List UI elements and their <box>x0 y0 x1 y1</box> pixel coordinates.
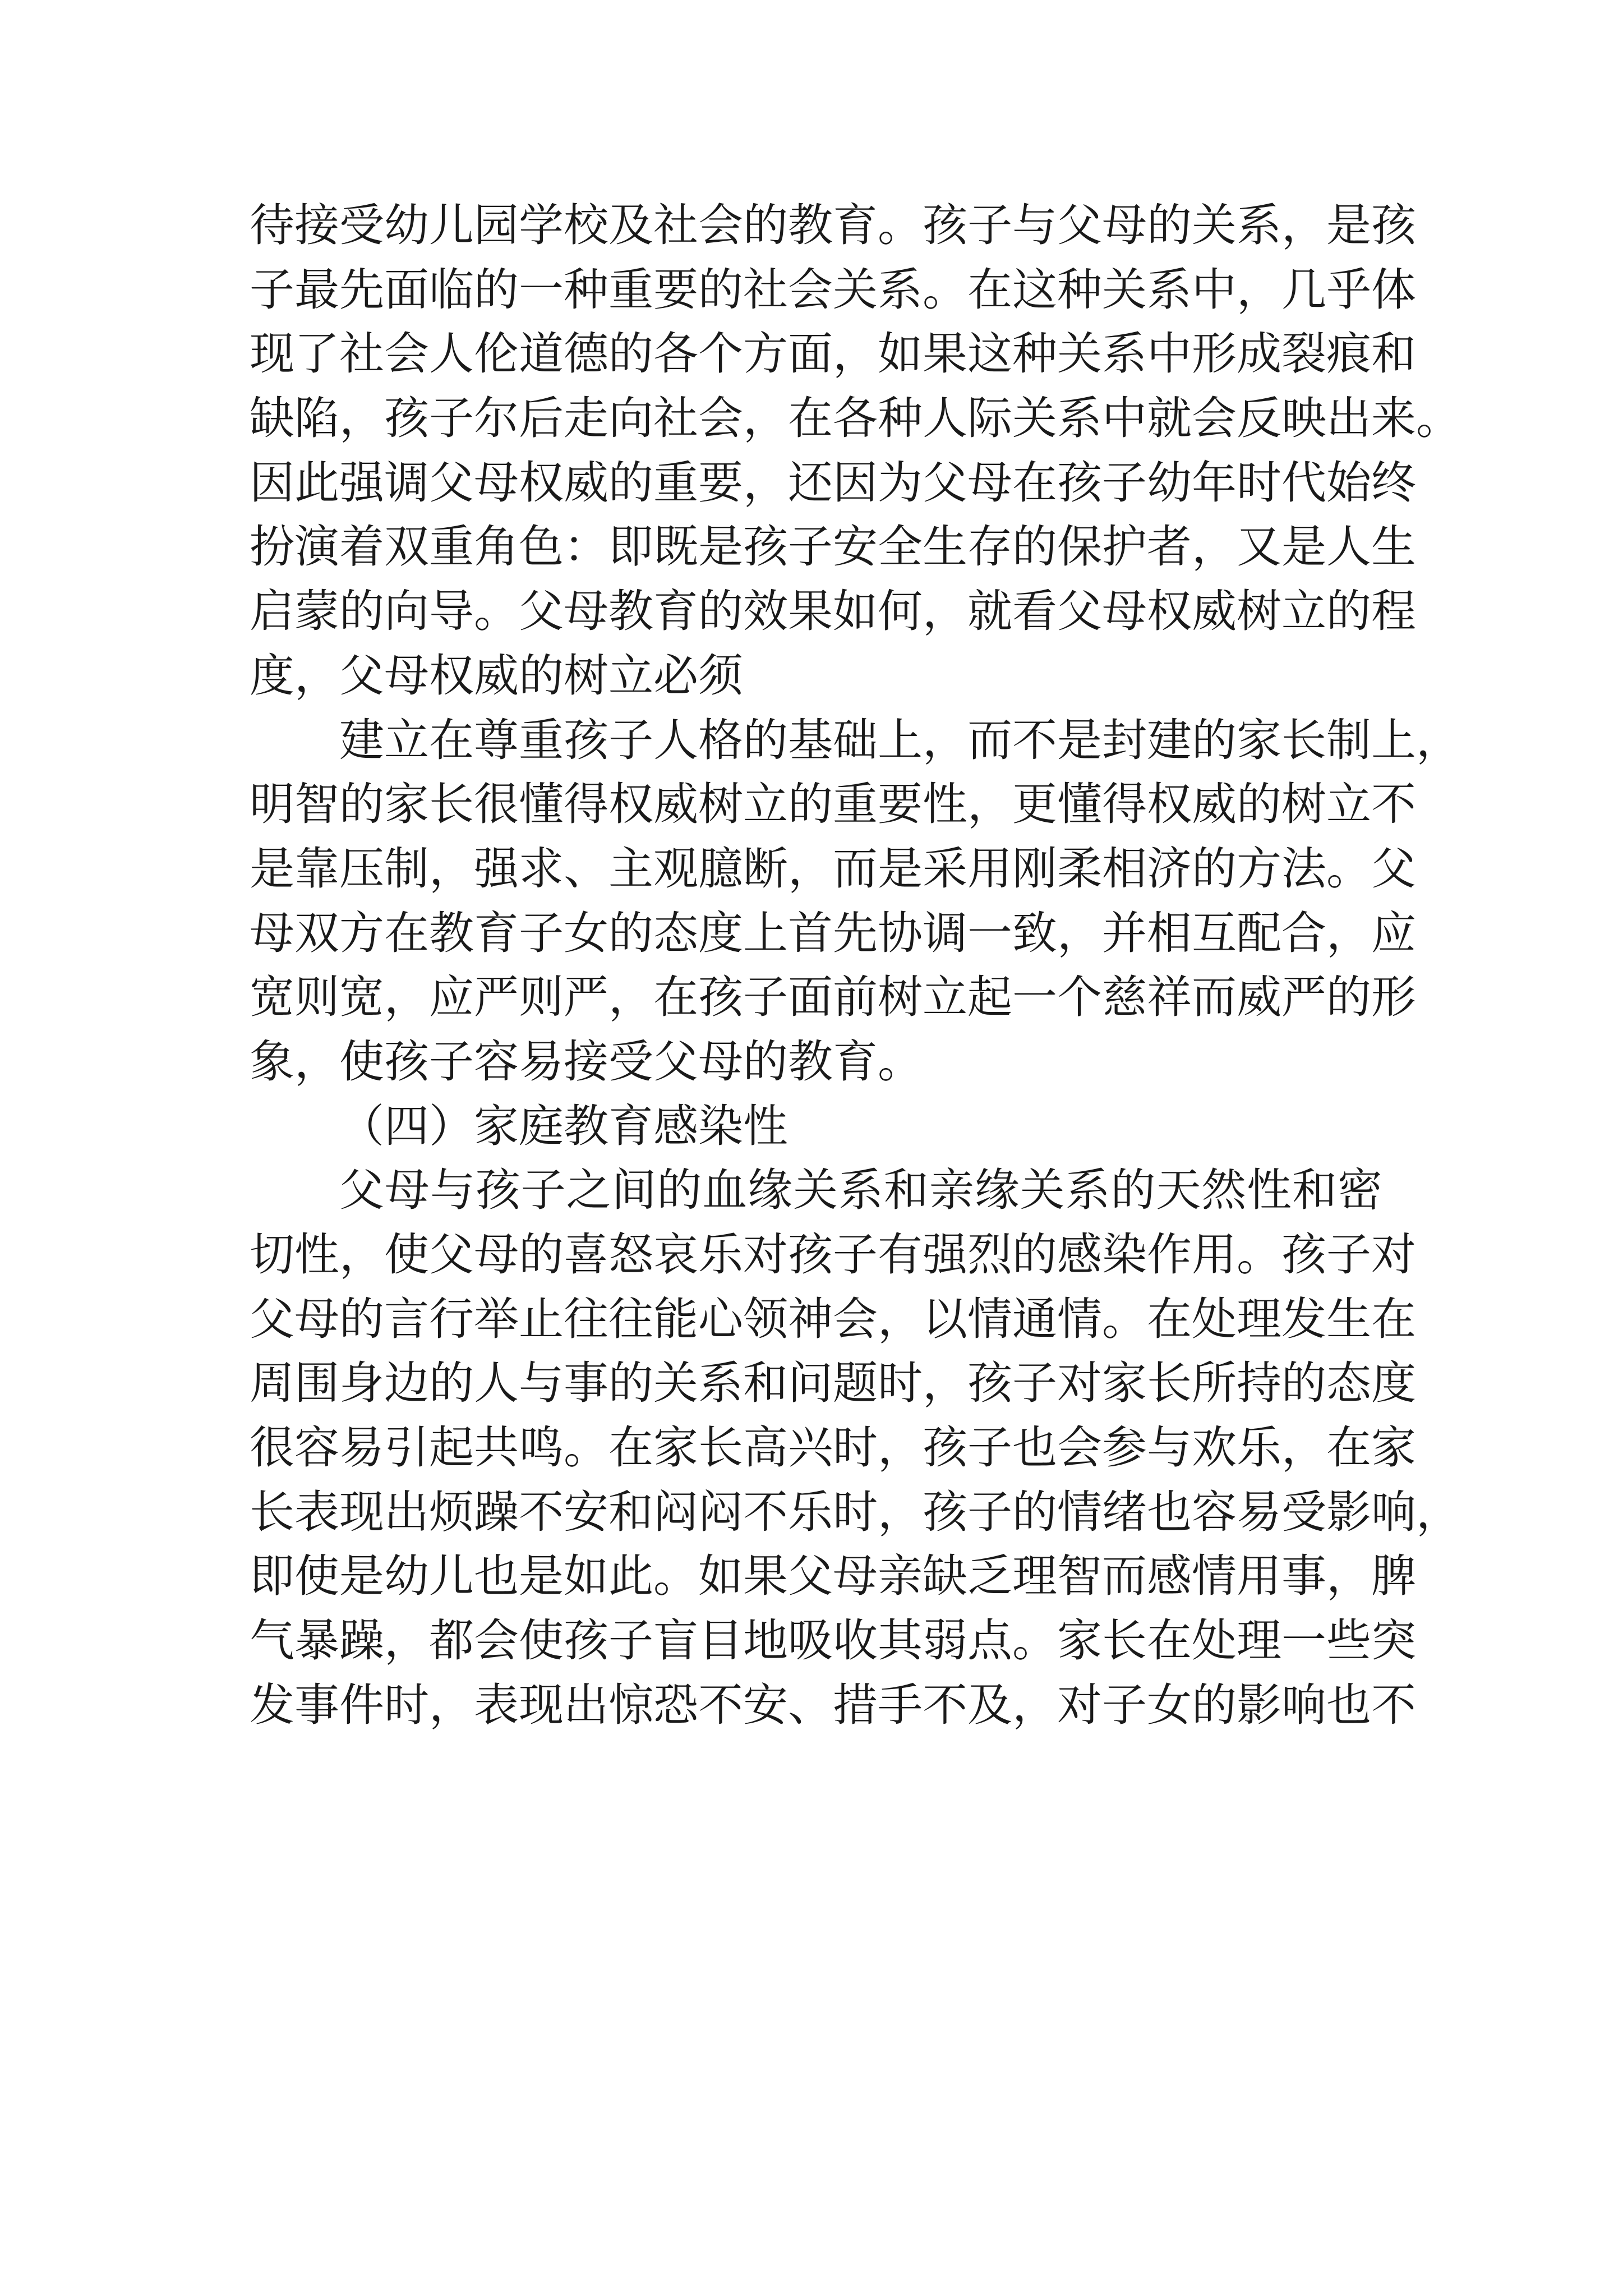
text-line: 子最先面临的一种重要的社会关系。在这种关系中，几乎体 <box>250 263 1416 316</box>
text-line: 宽则宽，应严则严，在孩子面前树立起一个慈祥而威严的形 <box>250 971 1416 1024</box>
text-line: 象，使孩子容易接受父母的教育。 <box>250 1035 923 1088</box>
text-line: 周围身边的人与事的关系和问题时，孩子对家长所持的态度 <box>250 1357 1416 1410</box>
text-line: 度，父母权威的树立必须 <box>250 649 743 702</box>
text-line: 明智的家长很懂得权威树立的重要性，更懂得权威的树立不 <box>250 778 1416 831</box>
text-line: 母双方在教育子女的态度上首先协调一致，并相互配合，应 <box>250 907 1416 959</box>
text-line: 父母的言行举止往往能心领神会，以情通情。在处理发生在 <box>250 1292 1416 1345</box>
text-line: 因此强调父母权威的重要，还因为父母在孩子幼年时代始终 <box>250 456 1416 509</box>
text-line: 现了社会人伦道德的各个方面，如果这种关系中形成裂痕和 <box>250 328 1416 380</box>
text-line: 是靠压制，强求、主观臆断，而是采用刚柔相济的方法。父 <box>250 842 1416 895</box>
text-line: 待接受幼儿园学校及社会的教育。孩子与父母的关系，是孩 <box>250 199 1416 251</box>
section-heading: （四）家庭教育感染性 <box>339 1099 788 1152</box>
text-line: 很容易引起共鸣。在家长高兴时，孩子也会参与欢乐，在家 <box>250 1421 1416 1474</box>
text-line: 切性，使父母的喜怒哀乐对孩子有强烈的感染作用。孩子对 <box>250 1228 1416 1281</box>
text-line: 长表现出烦躁不安和闷闷不乐时，孩子的情绪也容易受影响， <box>250 1485 1461 1538</box>
paragraph-first-line: 父母与孩子之间的血缘关系和亲缘关系的天然性和密 <box>339 1164 1382 1217</box>
text-line: 缺陷，孩子尔后走向社会，在各种人际关系中就会反映出来。 <box>250 392 1461 445</box>
body-text <box>250 194 1461 1738</box>
text-line: 即使是幼儿也是如此。如果父母亲缺乏理智而感情用事，脾 <box>250 1550 1416 1603</box>
paragraph-first-line: 建立在尊重孩子人格的基础上，而不是封建的家长制上， <box>339 714 1461 766</box>
text-line: 启蒙的向导。父母教育的效果如何，就看父母权威树立的程 <box>250 585 1416 638</box>
text-line: 扮演着双重角色：即既是孩子安全生存的保护者，又是人生 <box>250 521 1416 573</box>
text-line: 气暴躁，都会使孩子盲目地吸收其弱点。家长在处理一些突 <box>250 1614 1416 1667</box>
text-line: 发事件时，表现出惊恐不安、措手不及，对子女的影响也不 <box>250 1678 1416 1731</box>
